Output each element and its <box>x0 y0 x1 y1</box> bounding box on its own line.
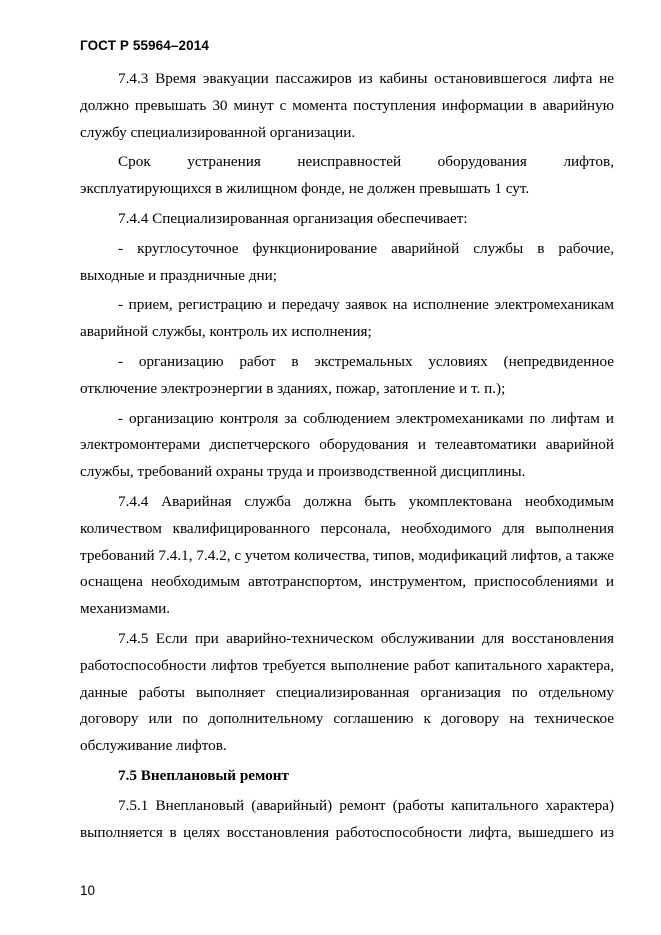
paragraph-7-4-4-intro: 7.4.4 Специализированная организация обеспечивает: <box>118 209 468 227</box>
paragraph-7-4-5: 7.4.5 Если при аварийно-техническом обслуживании для восстановления работоспособности лифтов требуется выполнение работ капитального характера, данные работы выполняет специализированная организация по отдельному договору или по дополнительному соглашению к договору на техническое обслуживание лифтов. <box>80 629 614 755</box>
page-number: 10 <box>80 883 96 898</box>
list-item-requests: - прием, регистрацию и передачу заявок на исполнение электромеханикам аварийной службы, контроль их исполнения; <box>80 296 614 341</box>
document-header: ГОСТ Р 55964–2014 <box>80 38 209 53</box>
paragraph-7-5-1: 7.5.1 Внеплановый (аварийный) ремонт (работы капитального характера) выполняется в целях восстановления работоспособности лифта, вышедшего из <box>80 796 614 841</box>
list-item-extreme-conditions: - организацию работ в экстремальных условиях (непредвиденное отключение электроэнергии в зданиях, пожар, затопление и т. п.); <box>80 352 614 397</box>
paragraph-7-4-3: 7.4.3 Время эвакуации пассажиров из кабины остановившегося лифта не должно превышать 30 минут с момента поступления информации в аварийную службу специализированной организации. <box>80 70 614 141</box>
paragraph-repair-term: Срок устранения неисправностей оборудования лифтов, эксплуатирующихся в жилищном фонде, не должен превышать 1 сут. <box>80 153 614 198</box>
paragraph-7-4-4-staffing: 7.4.4 Аварийная служба должна быть укомплектована необходимым количеством квалифицированного персонала, необходимого для выполнения требований 7.4.1, 7.4.2, с учетом количества, типов, модификаций лифтов, а также оснащена необходимым автотранспортом, инструментом, приспособлениями и механизмами. <box>80 492 614 618</box>
section-heading-7-5: 7.5 Внеплановый ремонт <box>118 766 289 784</box>
list-item-safety-control: - организацию контроля за соблюдением электромеханиками по лифтам и электромонтерами диспетчерского оборудования и телеавтоматики аварийной службы, требований охраны труда и производственной дисциплины. <box>80 409 614 481</box>
document-body <box>80 66 614 846</box>
list-item-round-the-clock: - круглосуточное функционирование аварийной службы в рабочие, выходные и праздничные дни; <box>80 239 614 284</box>
